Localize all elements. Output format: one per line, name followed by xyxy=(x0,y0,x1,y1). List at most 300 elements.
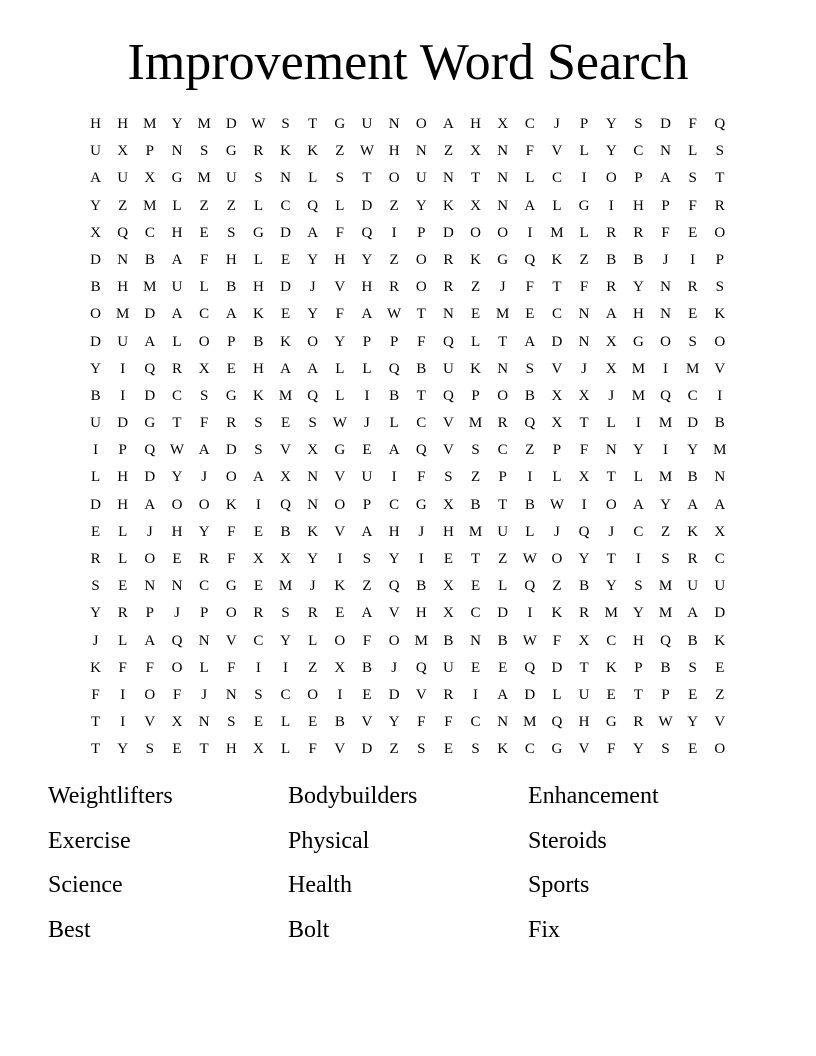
grid-letter: H xyxy=(117,496,129,513)
grid-letter: F xyxy=(308,741,317,758)
grid-letter: I xyxy=(663,442,669,459)
grid-letter: T xyxy=(416,387,426,404)
grid-letter: E xyxy=(688,686,698,703)
grid-letter: J xyxy=(201,469,208,486)
grid-letter: N xyxy=(280,170,291,187)
grid-letter: H xyxy=(225,251,237,268)
grid-letter: F xyxy=(145,659,155,676)
grid-letter: Q xyxy=(524,659,536,676)
grid-letter: E xyxy=(470,659,481,676)
grid-letter: E xyxy=(280,306,291,323)
grid-letter: O xyxy=(660,333,671,350)
grid-letter: H xyxy=(334,251,346,268)
grid-letter: K xyxy=(225,496,237,513)
grid-letter: Y xyxy=(171,469,183,486)
grid-letter: V xyxy=(280,442,291,459)
grid-letter: O xyxy=(415,279,427,296)
grid-letter: A xyxy=(687,496,699,513)
grid-letter: N xyxy=(497,197,509,214)
grid-letter: E xyxy=(118,578,128,595)
grid-letter: M xyxy=(658,578,673,595)
grid-letter: W xyxy=(251,116,266,132)
grid-letter: M xyxy=(143,279,157,296)
grid-letter: O xyxy=(551,551,563,567)
grid-letter: L xyxy=(552,197,562,214)
grid-letter: O xyxy=(388,170,400,187)
grid-letter: E xyxy=(253,523,263,540)
grid-letter: D xyxy=(442,224,454,241)
grid-letter: P xyxy=(634,659,643,676)
grid-letter: C xyxy=(470,714,481,731)
grid-letter: A xyxy=(524,333,536,350)
grid-letter: S xyxy=(227,714,236,731)
grid-letter: R xyxy=(687,279,698,296)
grid-letter: A xyxy=(144,496,156,513)
grid-letter: L xyxy=(389,415,399,432)
grid-letter: N xyxy=(470,632,481,649)
grid-letter: O xyxy=(415,251,427,268)
grid-letter: V xyxy=(334,279,346,296)
grid-letter: F xyxy=(172,686,182,703)
grid-letter: E xyxy=(525,306,535,323)
grid-letter: V xyxy=(442,415,454,432)
grid-row xyxy=(82,356,734,383)
grid-letter: W xyxy=(387,306,402,323)
grid-letter: H xyxy=(117,469,129,486)
grid-letter: V xyxy=(442,442,454,459)
grid-letter: W xyxy=(522,551,537,567)
grid-letter: N xyxy=(307,496,319,513)
grid-letter: M xyxy=(496,306,510,323)
grid-letter: Y xyxy=(307,551,319,567)
grid-letter: D xyxy=(524,686,536,703)
grid-letter: X xyxy=(90,224,101,241)
grid-letter: U xyxy=(687,578,699,595)
grid-letter: F xyxy=(552,632,562,649)
grid-letter: L xyxy=(253,197,263,214)
grid-letter: Y xyxy=(280,632,291,649)
grid-letter: M xyxy=(278,578,293,595)
grid-letter: A xyxy=(361,306,373,323)
grid-letter: S xyxy=(254,415,263,432)
grid-letter: N xyxy=(442,306,454,323)
grid-letter: T xyxy=(715,170,725,187)
grid-letter: G xyxy=(334,116,346,132)
grid-letter: O xyxy=(171,659,183,676)
grid-letter: T xyxy=(552,279,562,296)
grid-letter: X xyxy=(578,632,590,649)
grid-letter: J xyxy=(364,415,370,432)
word-list xyxy=(48,778,768,956)
grid-letter: N xyxy=(171,143,183,160)
word-list-item: Science xyxy=(48,872,123,898)
grid-letter: R xyxy=(687,551,698,567)
grid-letter: N xyxy=(660,306,671,323)
grid-letter: P xyxy=(661,686,670,703)
grid-letter: M xyxy=(143,116,157,132)
grid-row xyxy=(82,709,734,736)
grid-letter: I xyxy=(635,415,641,432)
grid-letter: E xyxy=(498,659,508,676)
grid-letter: D xyxy=(660,116,671,132)
grid-letter: T xyxy=(470,170,481,187)
grid-letter: B xyxy=(90,279,101,296)
grid-letter: G xyxy=(144,415,156,432)
grid-letter: N xyxy=(714,469,726,486)
grid-letter: L xyxy=(633,469,643,486)
grid-letter: D xyxy=(714,605,726,622)
grid-letter: O xyxy=(470,224,481,241)
grid-letter: A xyxy=(388,442,400,459)
grid-letter: G xyxy=(334,442,346,459)
grid-letter: C xyxy=(497,442,508,459)
grid-letter: N xyxy=(578,306,590,323)
grid-letter: I xyxy=(663,360,669,377)
grid-letter: H xyxy=(388,143,400,160)
grid-row xyxy=(82,519,734,546)
grid-letter: N xyxy=(388,116,400,132)
grid-letter: M xyxy=(143,197,157,214)
grid-letter: L xyxy=(579,224,589,241)
grid-letter: S xyxy=(308,415,317,432)
grid-letter: N xyxy=(198,632,210,649)
grid-letter: R xyxy=(579,605,590,622)
grid-letter: A xyxy=(90,170,101,187)
grid-letter: A xyxy=(632,496,644,513)
grid-letter: L xyxy=(335,387,345,404)
grid-letter: J xyxy=(418,523,425,540)
grid-letter: O xyxy=(714,741,726,758)
grid-letter: E xyxy=(470,306,481,323)
grid-letter: S xyxy=(715,143,724,160)
grid-letter: J xyxy=(201,686,208,703)
grid-letter: L xyxy=(525,523,535,540)
grid-letter: L xyxy=(335,360,345,377)
grid-letter: F xyxy=(417,333,426,350)
grid-letter: K xyxy=(551,605,563,622)
grid-letter: A xyxy=(442,116,454,132)
grid-letter: Q xyxy=(171,632,183,649)
grid-letter: W xyxy=(522,632,537,649)
grid-row xyxy=(82,492,734,519)
grid-letter: Q xyxy=(442,387,454,404)
grid-letter: Y xyxy=(307,306,319,323)
grid-letter: B xyxy=(280,523,291,540)
grid-letter: J xyxy=(309,279,316,296)
grid-letter: B xyxy=(497,632,508,649)
grid-letter: S xyxy=(525,360,534,377)
grid-letter: H xyxy=(90,116,101,132)
grid-letter: V xyxy=(144,714,156,731)
grid-letter: P xyxy=(199,605,209,622)
grid-letter: I xyxy=(337,686,343,703)
grid-letter: X xyxy=(280,469,291,486)
grid-row xyxy=(82,628,734,655)
grid-letter: E xyxy=(308,714,318,731)
grid-letter: T xyxy=(579,415,589,432)
grid-letter: S xyxy=(199,387,209,404)
grid-row xyxy=(82,111,734,138)
word-list-item: Health xyxy=(288,872,352,898)
grid-letter: X xyxy=(605,333,617,350)
grid-letter: H xyxy=(470,116,481,132)
grid-letter: S xyxy=(661,741,670,758)
grid-letter: X xyxy=(470,143,481,160)
grid-letter: B xyxy=(416,578,427,595)
grid-letter: I xyxy=(527,469,533,486)
grid-letter: R xyxy=(606,224,617,241)
grid-letter: C xyxy=(280,686,291,703)
grid-letter: R xyxy=(307,605,318,622)
grid-letter: I xyxy=(527,605,533,622)
grid-letter: B xyxy=(253,333,264,350)
grid-letter: C xyxy=(606,632,617,649)
grid-letter: S xyxy=(254,686,263,703)
grid-letter: M xyxy=(658,605,673,622)
grid-letter: C xyxy=(280,197,291,214)
grid-letter: X xyxy=(442,578,454,595)
grid-letter: X xyxy=(470,197,481,214)
grid-letter: R xyxy=(389,279,400,296)
grid-row xyxy=(82,138,734,165)
grid-letter: W xyxy=(169,442,185,459)
grid-letter: J xyxy=(554,523,560,540)
grid-letter: J xyxy=(391,659,398,676)
grid-letter: U xyxy=(117,170,129,187)
grid-letter: Y xyxy=(90,360,101,377)
grid-letter: G xyxy=(225,143,237,160)
grid-letter: E xyxy=(606,686,616,703)
grid-letter: T xyxy=(90,714,101,731)
grid-letter: C xyxy=(171,387,182,404)
grid-letter: H xyxy=(361,279,373,296)
grid-letter: S xyxy=(254,170,263,187)
grid-letter: R xyxy=(633,224,644,241)
grid-letter: N xyxy=(225,686,237,703)
grid-letter: Q xyxy=(415,442,427,459)
grid-letter: V xyxy=(334,741,346,758)
grid-letter: K xyxy=(605,659,617,676)
grid-letter: Z xyxy=(470,279,481,296)
grid-letter: A xyxy=(171,251,183,268)
grid-letter: M xyxy=(197,170,211,187)
grid-letter: U xyxy=(117,333,129,350)
grid-letter: Y xyxy=(90,605,101,622)
grid-row xyxy=(82,655,734,682)
grid-letter: Q xyxy=(524,251,536,268)
grid-letter: A xyxy=(307,360,319,377)
grid-letter: S xyxy=(471,741,480,758)
grid-letter: M xyxy=(197,116,211,132)
grid-letter: Z xyxy=(470,469,481,486)
page-title: Improvement Word Search xyxy=(127,34,689,91)
grid-letter: E xyxy=(335,605,345,622)
grid-letter: U xyxy=(442,360,454,377)
grid-letter: E xyxy=(470,578,481,595)
grid-letter: E xyxy=(688,741,698,758)
grid-letter: Y xyxy=(605,116,617,132)
grid-letter: F xyxy=(579,442,589,459)
grid-letter: Y xyxy=(171,116,183,132)
grid-letter: Y xyxy=(578,551,590,567)
grid-letter: R xyxy=(117,605,128,622)
grid-letter: K xyxy=(714,632,726,649)
grid-row xyxy=(82,301,734,328)
grid-letter: N xyxy=(117,251,129,268)
grid-letter: Y xyxy=(632,442,644,459)
grid-letter: M xyxy=(278,387,293,404)
grid-letter: Q xyxy=(524,415,536,432)
grid-letter: F xyxy=(688,116,697,132)
grid-letter: V xyxy=(578,741,590,758)
grid-letter: X xyxy=(605,360,617,377)
grid-letter: Y xyxy=(361,251,373,268)
grid-letter: S xyxy=(362,551,372,567)
grid-letter: D xyxy=(361,741,373,758)
grid-letter: R xyxy=(199,551,210,567)
grid-letter: F xyxy=(525,143,534,160)
grid-letter: L xyxy=(525,170,535,187)
grid-letter: X xyxy=(252,551,264,567)
grid-letter: C xyxy=(144,224,155,241)
grid-letter: P xyxy=(118,442,127,459)
grid-letter: R xyxy=(443,251,454,268)
grid-letter: Z xyxy=(389,741,399,758)
grid-letter: P xyxy=(362,333,372,350)
grid-letter: V xyxy=(225,632,237,649)
grid-letter: Z xyxy=(362,578,372,595)
grid-letter: J xyxy=(146,523,153,540)
grid-letter: B xyxy=(389,387,400,404)
grid-letter: L xyxy=(172,333,182,350)
grid-letter: H xyxy=(171,224,183,241)
grid-letter: W xyxy=(332,415,347,432)
grid-letter: Q xyxy=(144,360,156,377)
grid-letter: T xyxy=(416,306,426,323)
word-list-item: Weightlifters xyxy=(48,783,173,809)
grid-letter: A xyxy=(144,333,156,350)
grid-letter: F xyxy=(607,741,616,758)
grid-letter: D xyxy=(225,116,237,132)
grid-letter: I xyxy=(391,224,397,241)
grid-letter: I xyxy=(473,686,479,703)
word-list-item: Fix xyxy=(528,916,561,943)
grid-letter: M xyxy=(550,224,564,241)
grid-letter: D xyxy=(90,333,101,350)
grid-letter: B xyxy=(660,659,671,676)
grid-letter: P xyxy=(145,605,155,622)
grid-letter: Q xyxy=(660,632,671,649)
grid-letter: T xyxy=(579,659,589,676)
grid-letter: C xyxy=(199,306,210,323)
grid-letter: B xyxy=(334,714,345,731)
grid-row xyxy=(82,193,734,220)
grid-letter: O xyxy=(198,333,210,350)
grid-row xyxy=(82,546,734,573)
grid-letter: M xyxy=(631,387,646,404)
grid-letter: H xyxy=(252,279,264,296)
grid-letter: R xyxy=(606,279,617,296)
grid-letter: H xyxy=(252,360,264,377)
grid-letter: Y xyxy=(632,741,644,758)
grid-row xyxy=(82,464,734,491)
grid-letter: L xyxy=(498,578,508,595)
grid-letter: P xyxy=(417,224,426,241)
grid-letter: Y xyxy=(388,551,400,567)
grid-letter: S xyxy=(688,170,697,187)
grid-letter: E xyxy=(226,360,236,377)
grid-letter: U xyxy=(171,279,183,296)
grid-letter: E xyxy=(253,714,263,731)
grid-letter: S xyxy=(199,143,209,160)
grid-letter: Y xyxy=(117,741,129,758)
grid-row xyxy=(82,410,734,437)
grid-letter: T xyxy=(172,415,182,432)
grid-letter: Q xyxy=(307,387,319,404)
word-list-item: Physical xyxy=(288,827,370,854)
grid-letter: I xyxy=(93,442,99,459)
grid-letter: B xyxy=(470,496,481,513)
grid-letter: R xyxy=(171,360,182,377)
grid-letter: A xyxy=(660,170,671,187)
grid-letter: C xyxy=(524,741,535,758)
word-list-item: Bolt xyxy=(288,916,330,943)
grid-letter: B xyxy=(361,659,372,676)
grid-letter: C xyxy=(551,170,562,187)
grid-letter: H xyxy=(415,605,427,622)
grid-letter: K xyxy=(252,306,264,323)
grid-letter: G xyxy=(225,387,237,404)
grid-letter: F xyxy=(362,632,372,649)
grid-row xyxy=(82,220,734,247)
grid-letter: E xyxy=(443,741,453,758)
grid-letter: F xyxy=(417,469,426,486)
grid-letter: F xyxy=(417,714,426,731)
grid-letter: J xyxy=(499,279,506,296)
grid-letter: E xyxy=(199,224,209,241)
grid-letter: U xyxy=(497,523,509,540)
grid-letter: J xyxy=(581,360,588,377)
grid-letter: S xyxy=(688,333,697,350)
grid-letter: C xyxy=(389,496,400,513)
grid-letter: R xyxy=(633,714,644,731)
grid-letter: N xyxy=(307,469,319,486)
word-list-item: Steroids xyxy=(528,827,607,854)
grid-letter: C xyxy=(253,632,264,649)
grid-letter: Q xyxy=(714,116,726,132)
grid-letter: Q xyxy=(578,523,590,540)
grid-letter: C xyxy=(551,306,562,323)
word-list-item: Enhancement xyxy=(528,783,659,809)
grid-letter: Z xyxy=(308,659,318,676)
grid-letter: B xyxy=(687,632,698,649)
grid-letter: O xyxy=(497,224,509,241)
word-list-item: Bodybuilders xyxy=(288,783,418,809)
grid-letter: S xyxy=(335,170,344,187)
grid-letter: K xyxy=(470,251,481,268)
grid-letter: P xyxy=(145,143,155,160)
grid-letter: I xyxy=(717,387,723,404)
grid-letter: Q xyxy=(415,659,427,676)
grid-letter: I xyxy=(581,170,587,187)
grid-letter: V xyxy=(334,523,346,540)
grid-row xyxy=(82,682,734,709)
grid-letter: E xyxy=(362,442,372,459)
grid-letter: H xyxy=(578,714,590,731)
grid-letter: J xyxy=(92,632,99,649)
grid-letter: S xyxy=(634,116,643,132)
grid-letter: D xyxy=(687,415,699,432)
